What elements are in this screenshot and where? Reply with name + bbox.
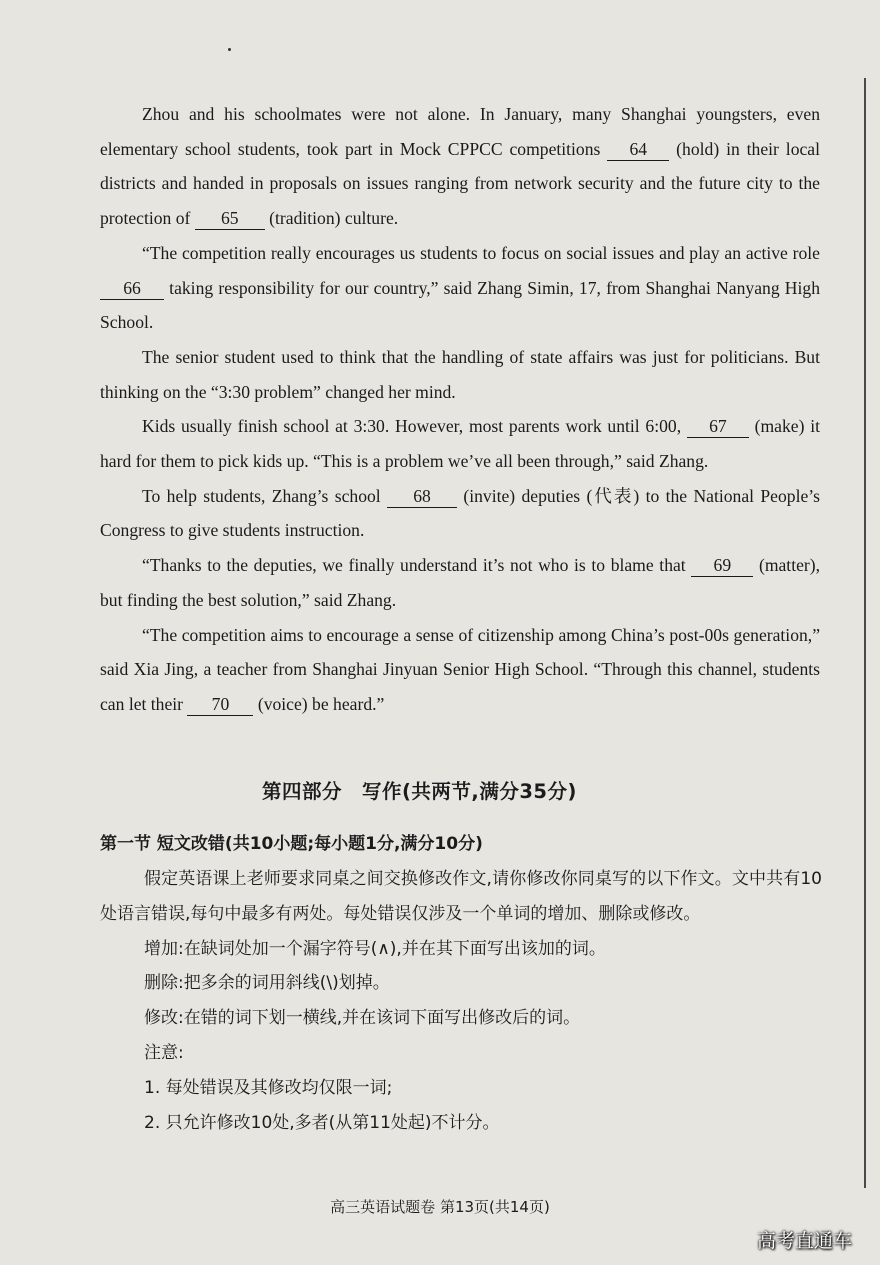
paragraph-4 (100, 409, 820, 478)
paragraph-7 (100, 618, 820, 722)
text: Kids usually finish school at 3:30. However, most parents work until 6:00, (142, 416, 687, 437)
text: (tradition) culture. (264, 208, 399, 229)
note-heading: 注意: (144, 1042, 184, 1063)
text: (hold) in their local districts and handed in proposals on issues ranging from network security and the future city to the protection of (100, 138, 820, 229)
text: “The competition aims to encourage a sense of citizenship among China’s post-00s generation,” said Xia Jing, a teacher from Shanghai Jinyuan Senior High School. “Through this channel, students can let their (100, 624, 820, 714)
text: To help students, Zhang’s school (142, 485, 388, 506)
blank-64[interactable]: 64 (607, 138, 669, 161)
text: (invite) deputies (代表) to the National People’s Congress to give students instruction. (100, 485, 821, 541)
paragraph-2 (100, 236, 820, 340)
section-title: 第四部分 写作(共两节,满分35分) (262, 780, 577, 803)
instruction-intro: 假定英语课上老师要求同桌之间交换修改作文,请你修改你同桌写的以下作文。文中共有10处语言错误,每句中最多有两处。每处错误仅涉及一个单词的增加、删除或修改。 (100, 869, 822, 924)
note-1: 1. 每处错误及其修改均仅限一词; (144, 1077, 393, 1098)
paragraph-5 (100, 479, 820, 548)
blank-67[interactable]: 67 (687, 415, 749, 438)
instruction-modify: 修改:在错的词下划一横线,并在该词下面写出修改后的词。 (144, 1008, 581, 1029)
text: (matter), but finding the best solution,” said Zhang. (100, 555, 821, 610)
text: “The competition really encourages us students to focus on social issues and play an active role (142, 242, 820, 263)
watermark-label: 高考直通车 (756, 1230, 852, 1252)
paragraph-3 (100, 340, 820, 409)
subsection-title: 第一节 短文改错(共10小题;每小题1分,满分10分) (100, 834, 483, 854)
page-edge-line (864, 78, 866, 1188)
paragraph-1 (100, 97, 820, 236)
note-2: 2. 只允许修改10处,多者(从第11处起)不计分。 (144, 1112, 500, 1133)
text: (voice) be heard.” (253, 693, 385, 714)
paragraph-6 (100, 548, 820, 617)
instruction-delete: 删除:把多余的词用斜线(\)划掉。 (144, 973, 390, 994)
text: (make) it hard for them to pick kids up. “This is a problem we’ve all been through,” said Zhang. (100, 416, 820, 472)
text: “Thanks to the deputies, we finally understand it’s not who is to blame that (142, 555, 692, 576)
reading-passage (100, 0, 820, 722)
instructions (100, 862, 822, 1140)
text: taking responsibility for our country,” said Zhang Simin, 17, from Shanghai Nanyang High School. (100, 277, 820, 333)
instruction-add: 增加:在缺词处加一个漏字符号(∧),并在其下面写出该加的词。 (144, 938, 606, 959)
page-footer: 高三英语试题卷 第13页(共14页) (330, 1198, 550, 1216)
text: Zhou and his schoolmates were not alone. In January, many Shanghai youngsters, even elementary school students, took part in Mock CPPCC competitions (100, 104, 820, 159)
blank-65[interactable]: 65 (195, 207, 265, 230)
blank-66[interactable]: 66 (100, 277, 164, 300)
text: The senior student used to think that the handling of state affairs was just for politicians. But thinking on the “3:30 problem” changed her mind. (100, 346, 820, 402)
blank-68[interactable]: 68 (387, 485, 457, 508)
blank-69[interactable]: 69 (691, 554, 753, 577)
blank-70[interactable]: 70 (187, 693, 253, 716)
